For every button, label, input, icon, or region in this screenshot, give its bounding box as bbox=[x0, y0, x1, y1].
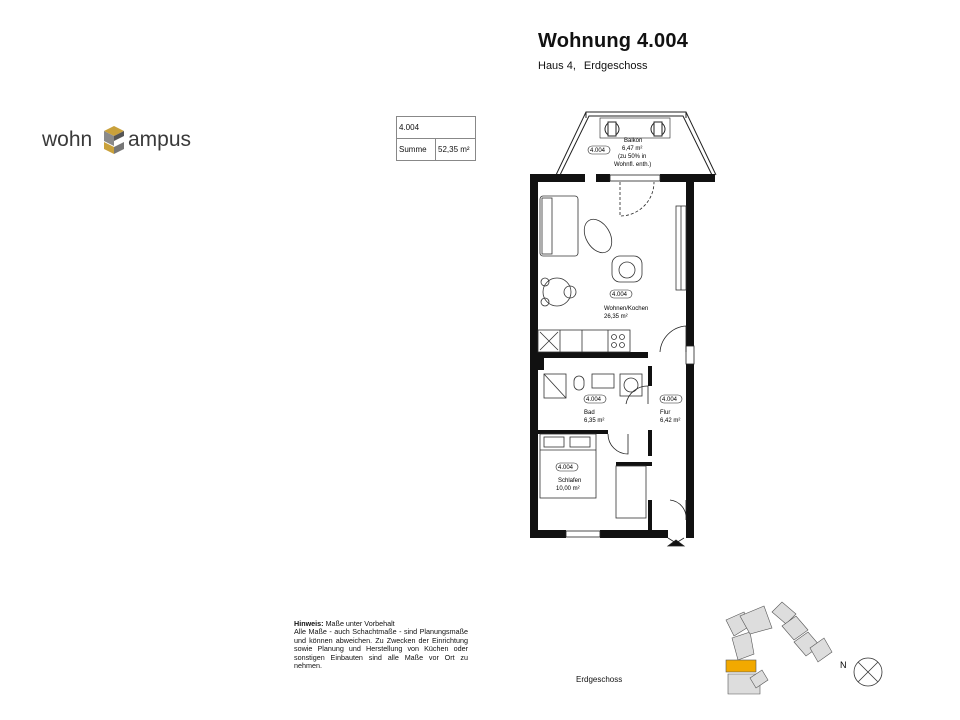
room-id: 4.004 bbox=[586, 397, 602, 403]
unit-cell: 4.004 bbox=[397, 117, 476, 139]
floor-plan bbox=[520, 100, 720, 550]
room-name: Schlafen bbox=[558, 478, 582, 484]
wohncampus-logo bbox=[42, 124, 202, 158]
logo-text-ampus: ampus bbox=[128, 128, 192, 151]
room-area: 6,35 m² bbox=[584, 418, 605, 424]
north-label: N bbox=[840, 660, 847, 670]
logo-c-icon bbox=[100, 124, 130, 156]
note-body: Alle Maße - auch Schachtmaße - sind Planungsmaße und können abweichen. Zu Zwecken der Einrichtung sowie Planung und Herstellung von Küchen oder sonstigen Einbauten sind alle Maße vor Ort zu nehmen. bbox=[294, 627, 468, 671]
site-floor-label: Erdgeschoss bbox=[576, 675, 623, 684]
room-labels bbox=[556, 138, 682, 492]
room-note: Wohnfl. enth.) bbox=[614, 162, 652, 168]
sum-label: Summe bbox=[397, 139, 436, 161]
area-table-row bbox=[397, 139, 476, 161]
sum-value: 52,35 m² bbox=[436, 139, 476, 161]
room-id: 4.004 bbox=[590, 148, 606, 154]
room-id: 4.004 bbox=[558, 465, 574, 471]
bath-fixtures bbox=[544, 374, 642, 398]
room-area: 6,47 m² bbox=[622, 146, 643, 152]
living-furniture bbox=[538, 196, 686, 352]
site-plan bbox=[720, 598, 900, 698]
room-name: Balkon bbox=[624, 138, 643, 144]
floor-label: Erdgeschoss bbox=[583, 60, 648, 72]
area-table bbox=[396, 116, 476, 161]
logo-text-wohn: wohn bbox=[42, 128, 93, 151]
room-id: 4.004 bbox=[662, 397, 678, 403]
room-area: 26,35 m² bbox=[604, 314, 628, 320]
note-first: Maße unter Vorbehalt bbox=[325, 619, 395, 628]
room-area: 6,42 m² bbox=[660, 418, 681, 424]
room-name: Flur bbox=[660, 410, 671, 416]
apartment-subtitle bbox=[538, 60, 656, 72]
doors bbox=[608, 182, 686, 546]
house-label: Haus 4, bbox=[538, 60, 576, 72]
room-name: Wohnen/Kochen bbox=[604, 306, 649, 312]
room-area: 10,00 m² bbox=[556, 486, 580, 492]
apartment-title: Wohnung 4.004 bbox=[538, 30, 689, 52]
room-id: 4.004 bbox=[612, 292, 628, 298]
bedroom-furniture bbox=[540, 434, 646, 518]
note-label: Hinweis: bbox=[294, 619, 324, 628]
disclaimer-note bbox=[294, 620, 468, 670]
room-name: Bad bbox=[584, 410, 595, 416]
area-table-row bbox=[397, 117, 476, 139]
room-note: (zu 50% in bbox=[618, 154, 647, 160]
